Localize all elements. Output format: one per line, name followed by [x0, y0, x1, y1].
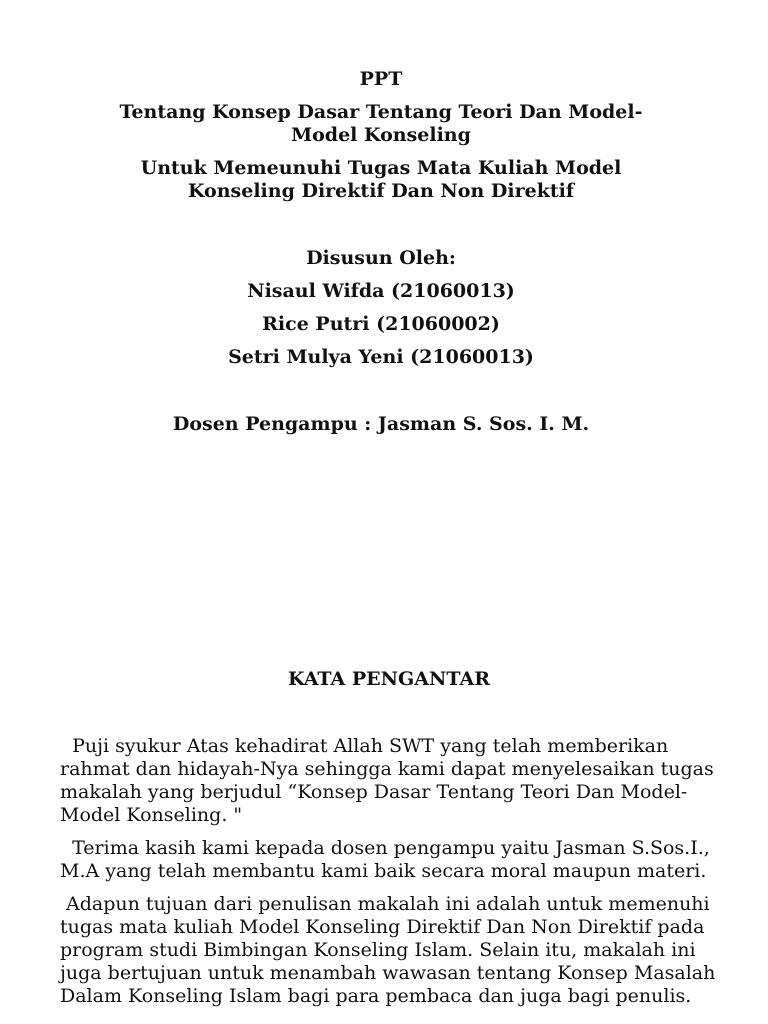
lecturer-line: Dosen Pengampu : Jasman S. Sos. I. M.	[172, 413, 590, 435]
cover-section	[100, 68, 662, 436]
cover-subject: Tentang Konsep Dasar Tentang Teori Dan Model-Model Konseling	[119, 101, 643, 146]
cover-purpose: Untuk Memeunuhi Tugas Mata Kuliah Model Konseling Direktif Dan Non Direktif	[140, 157, 622, 202]
kata-pengantar-paragraph-1: Puji syukur Atas kehadirat Allah SWT yang telah memberikan rahmat dan hidayah-Nya sehingga kami dapat menyelesaikan tugas makalah yang berjudul “Konsep Dasar Tentang Teori Dan Model-Model Konseling. "	[60, 735, 720, 826]
kata-pengantar-paragraph-2: Terima kasih kami kepada dosen pengampu yaitu Jasman S.Sos.I., M.A yang telah membantu kami baik secara moral maupun materi.	[60, 837, 716, 882]
compiled-by-label: Disusun Oleh:	[306, 247, 456, 269]
kata-pengantar-title: KATA PENGANTAR	[287, 668, 490, 690]
kata-pengantar-section	[60, 668, 722, 1018]
kata-pengantar-paragraph-3: Adapun tujuan dari penulisan makalah ini adalah untuk memenuhi tugas mata kuliah Model Konseling Direktif Dan Non Direktif pada program studi Bimbingan Konseling Islam. Selain itu, makalah ini juga bertujuan untuk menambah wawasan tentang Konsep Masalah Dalam Konseling Islam bagi para pembaca dan juga bagi penulis.	[60, 893, 722, 1007]
cover-heading: PPT	[359, 68, 403, 90]
author-1: Nisaul Wifda (21060013)	[247, 280, 515, 302]
author-3: Setri Mulya Yeni (21060013)	[228, 346, 534, 368]
author-2: Rice Putri (21060002)	[262, 313, 500, 335]
